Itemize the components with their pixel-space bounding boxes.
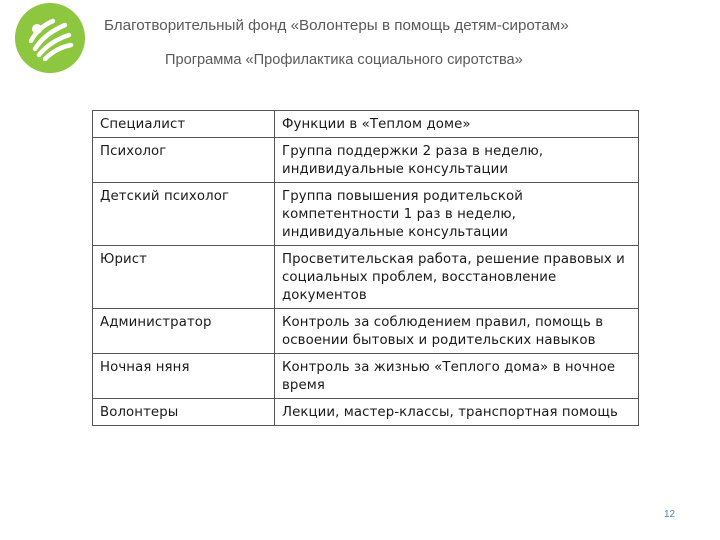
functions-cell: Контроль за соблюдением правил, помощь в освоении бытовых и родительских навыков bbox=[275, 309, 639, 354]
table-header-row bbox=[93, 111, 639, 138]
table-row bbox=[93, 354, 639, 399]
table-row bbox=[93, 246, 639, 309]
hands-icon bbox=[15, 3, 85, 73]
specialists-table bbox=[92, 110, 639, 426]
role-cell: Психолог bbox=[93, 138, 275, 183]
role-cell: Волонтеры bbox=[93, 399, 275, 426]
role-cell: Юрист bbox=[93, 246, 275, 309]
page-title: Благотворительный фонд «Волонтеры в помощь детям-сиротам» bbox=[104, 17, 569, 34]
functions-cell: Контроль за жизнью «Теплого дома» в ночное время bbox=[275, 354, 639, 399]
foundation-logo bbox=[15, 3, 85, 73]
role-cell: Администратор bbox=[93, 309, 275, 354]
functions-cell: Лекции, мастер-классы, транспортная помощь bbox=[275, 399, 639, 426]
column-header-functions: Функции в «Теплом доме» bbox=[275, 111, 639, 138]
role-cell: Детский психолог bbox=[93, 183, 275, 246]
page-number: 12 bbox=[664, 509, 676, 520]
table-row bbox=[93, 138, 639, 183]
functions-cell: Группа поддержки 2 раза в неделю, индивидуальные консультации bbox=[275, 138, 639, 183]
functions-cell: Группа повышения родительской компетентности 1 раз в неделю, индивидуальные консультации bbox=[275, 183, 639, 246]
table-row bbox=[93, 399, 639, 426]
table-row bbox=[93, 183, 639, 246]
functions-cell: Просветительская работа, решение правовых и социальных проблем, восстановление документов bbox=[275, 246, 639, 309]
role-cell: Ночная няня bbox=[93, 354, 275, 399]
table-row bbox=[93, 309, 639, 354]
column-header-specialist: Специалист bbox=[93, 111, 275, 138]
page-subtitle: Программа «Профилактика социального сиротства» bbox=[165, 52, 523, 68]
